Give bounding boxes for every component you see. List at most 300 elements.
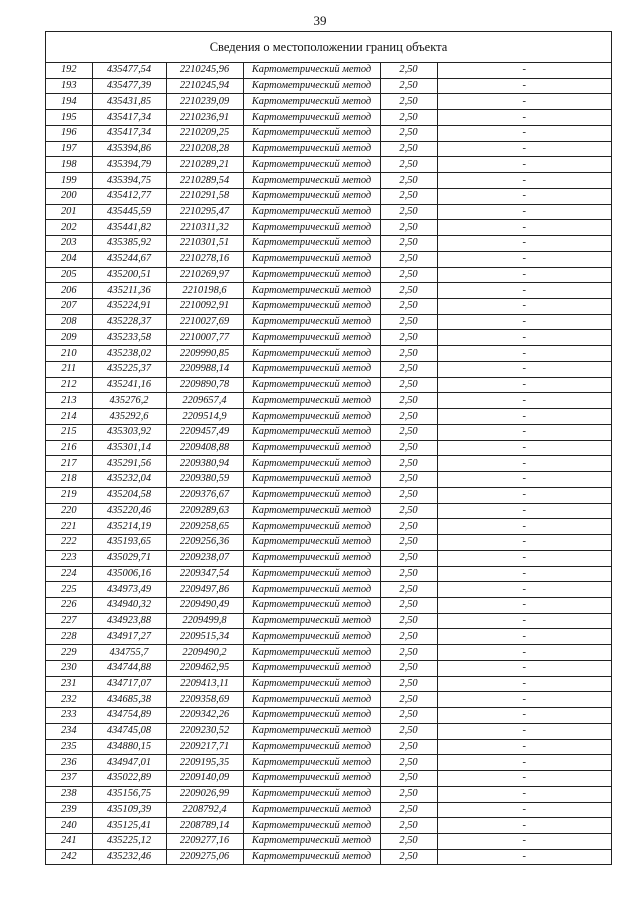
note-cell: -	[437, 204, 611, 220]
table-row	[46, 267, 611, 283]
x-coordinate-cell: 434940,32	[92, 597, 166, 613]
accuracy-cell: 2,50	[380, 676, 437, 692]
note-cell: -	[437, 472, 611, 488]
point-number-cell: 235	[46, 739, 92, 755]
y-coordinate-cell: 2209195,35	[166, 755, 243, 771]
y-coordinate-cell: 2210311,32	[166, 220, 243, 236]
method-cell: Картометрический метод	[243, 110, 380, 126]
note-cell: -	[437, 566, 611, 582]
point-number-cell: 225	[46, 582, 92, 598]
table-row	[46, 613, 611, 629]
accuracy-cell: 2,50	[380, 424, 437, 440]
method-cell: Картометрический метод	[243, 157, 380, 173]
method-cell: Картометрический метод	[243, 456, 380, 472]
note-cell: -	[437, 786, 611, 802]
x-coordinate-cell: 435417,34	[92, 125, 166, 141]
x-coordinate-cell: 434717,07	[92, 676, 166, 692]
y-coordinate-cell: 2210291,58	[166, 188, 243, 204]
point-number-cell: 227	[46, 613, 92, 629]
x-coordinate-cell: 435412,77	[92, 188, 166, 204]
note-cell: -	[437, 393, 611, 409]
y-coordinate-cell: 2209408,88	[166, 440, 243, 456]
x-coordinate-cell: 435156,75	[92, 786, 166, 802]
point-number-cell: 215	[46, 424, 92, 440]
table-row	[46, 236, 611, 252]
table-row	[46, 833, 611, 849]
accuracy-cell: 2,50	[380, 251, 437, 267]
y-coordinate-cell: 2210198,6	[166, 283, 243, 299]
y-coordinate-cell: 2209988,14	[166, 361, 243, 377]
note-cell: -	[437, 535, 611, 551]
accuracy-cell: 2,50	[380, 487, 437, 503]
point-number-cell: 216	[46, 440, 92, 456]
accuracy-cell: 2,50	[380, 393, 437, 409]
x-coordinate-cell: 435241,16	[92, 377, 166, 393]
point-number-cell: 204	[46, 251, 92, 267]
x-coordinate-cell: 435214,19	[92, 519, 166, 535]
y-coordinate-cell: 2209289,63	[166, 503, 243, 519]
x-coordinate-cell: 435394,86	[92, 141, 166, 157]
table-row	[46, 566, 611, 582]
method-cell: Картометрический метод	[243, 755, 380, 771]
method-cell: Картометрический метод	[243, 802, 380, 818]
note-cell: -	[437, 739, 611, 755]
accuracy-cell: 2,50	[380, 582, 437, 598]
y-coordinate-cell: 2209258,65	[166, 519, 243, 535]
note-cell: -	[437, 440, 611, 456]
note-cell: -	[437, 708, 611, 724]
accuracy-cell: 2,50	[380, 330, 437, 346]
method-cell: Картометрический метод	[243, 692, 380, 708]
point-number-cell: 232	[46, 692, 92, 708]
accuracy-cell: 2,50	[380, 519, 437, 535]
x-coordinate-cell: 435394,75	[92, 173, 166, 189]
accuracy-cell: 2,50	[380, 125, 437, 141]
x-coordinate-cell: 435232,04	[92, 472, 166, 488]
y-coordinate-cell: 2209514,9	[166, 409, 243, 425]
accuracy-cell: 2,50	[380, 110, 437, 126]
y-coordinate-cell: 2210301,51	[166, 236, 243, 252]
method-cell: Картометрический метод	[243, 409, 380, 425]
accuracy-cell: 2,50	[380, 786, 437, 802]
y-coordinate-cell: 2209457,49	[166, 424, 243, 440]
accuracy-cell: 2,50	[380, 78, 437, 94]
method-cell: Картометрический метод	[243, 330, 380, 346]
y-coordinate-cell: 2210092,91	[166, 299, 243, 315]
accuracy-cell: 2,50	[380, 723, 437, 739]
table-row	[46, 314, 611, 330]
table-row	[46, 393, 611, 409]
note-cell: -	[437, 157, 611, 173]
method-cell: Картометрический метод	[243, 267, 380, 283]
note-cell: -	[437, 723, 611, 739]
x-coordinate-cell: 435477,54	[92, 63, 166, 78]
coordinates-table	[46, 63, 611, 864]
method-cell: Картометрический метод	[243, 771, 380, 787]
page-number: 39	[313, 13, 327, 28]
x-coordinate-cell: 435431,85	[92, 94, 166, 110]
accuracy-cell: 2,50	[380, 660, 437, 676]
table-row	[46, 629, 611, 645]
x-coordinate-cell: 435233,58	[92, 330, 166, 346]
point-number-cell: 234	[46, 723, 92, 739]
point-number-cell: 209	[46, 330, 92, 346]
point-number-cell: 196	[46, 125, 92, 141]
note-cell: -	[437, 582, 611, 598]
x-coordinate-cell: 435228,37	[92, 314, 166, 330]
note-cell: -	[437, 503, 611, 519]
table-row	[46, 283, 611, 299]
y-coordinate-cell: 2209990,85	[166, 346, 243, 362]
table-row	[46, 582, 611, 598]
x-coordinate-cell: 435477,39	[92, 78, 166, 94]
point-number-cell: 207	[46, 299, 92, 315]
table-row	[46, 786, 611, 802]
method-cell: Картометрический метод	[243, 503, 380, 519]
table-row	[46, 487, 611, 503]
method-cell: Картометрический метод	[243, 487, 380, 503]
point-number-cell: 236	[46, 755, 92, 771]
point-number-cell: 242	[46, 849, 92, 864]
accuracy-cell: 2,50	[380, 802, 437, 818]
x-coordinate-cell: 435441,82	[92, 220, 166, 236]
x-coordinate-cell: 435200,51	[92, 267, 166, 283]
method-cell: Картометрический метод	[243, 786, 380, 802]
y-coordinate-cell: 2210289,54	[166, 173, 243, 189]
x-coordinate-cell: 435303,92	[92, 424, 166, 440]
accuracy-cell: 2,50	[380, 739, 437, 755]
y-coordinate-cell: 2209657,4	[166, 393, 243, 409]
method-cell: Картометрический метод	[243, 94, 380, 110]
accuracy-cell: 2,50	[380, 645, 437, 661]
accuracy-cell: 2,50	[380, 566, 437, 582]
x-coordinate-cell: 435204,58	[92, 487, 166, 503]
accuracy-cell: 2,50	[380, 597, 437, 613]
point-number-cell: 218	[46, 472, 92, 488]
note-cell: -	[437, 456, 611, 472]
method-cell: Картометрический метод	[243, 283, 380, 299]
method-cell: Картометрический метод	[243, 424, 380, 440]
point-number-cell: 219	[46, 487, 92, 503]
point-number-cell: 223	[46, 550, 92, 566]
method-cell: Картометрический метод	[243, 472, 380, 488]
method-cell: Картометрический метод	[243, 346, 380, 362]
point-number-cell: 241	[46, 833, 92, 849]
y-coordinate-cell: 2209380,94	[166, 456, 243, 472]
x-coordinate-cell: 434923,88	[92, 613, 166, 629]
accuracy-cell: 2,50	[380, 456, 437, 472]
x-coordinate-cell: 435445,59	[92, 204, 166, 220]
table-row	[46, 660, 611, 676]
note-cell: -	[437, 361, 611, 377]
point-number-cell: 202	[46, 220, 92, 236]
accuracy-cell: 2,50	[380, 314, 437, 330]
method-cell: Картометрический метод	[243, 188, 380, 204]
note-cell: -	[437, 63, 611, 78]
y-coordinate-cell: 2208792,4	[166, 802, 243, 818]
table-row	[46, 849, 611, 864]
accuracy-cell: 2,50	[380, 613, 437, 629]
note-cell: -	[437, 267, 611, 283]
method-cell: Картометрический метод	[243, 173, 380, 189]
y-coordinate-cell: 2209413,11	[166, 676, 243, 692]
x-coordinate-cell: 435244,67	[92, 251, 166, 267]
note-cell: -	[437, 613, 611, 629]
y-coordinate-cell: 2210245,96	[166, 63, 243, 78]
x-coordinate-cell: 434917,27	[92, 629, 166, 645]
table-row	[46, 78, 611, 94]
note-cell: -	[437, 676, 611, 692]
x-coordinate-cell: 434745,08	[92, 723, 166, 739]
y-coordinate-cell: 2210208,28	[166, 141, 243, 157]
y-coordinate-cell: 2209275,06	[166, 849, 243, 864]
x-coordinate-cell: 434755,7	[92, 645, 166, 661]
accuracy-cell: 2,50	[380, 220, 437, 236]
note-cell: -	[437, 409, 611, 425]
x-coordinate-cell: 435006,16	[92, 566, 166, 582]
y-coordinate-cell: 2209140,09	[166, 771, 243, 787]
method-cell: Картометрический метод	[243, 440, 380, 456]
accuracy-cell: 2,50	[380, 440, 437, 456]
y-coordinate-cell: 2210236,91	[166, 110, 243, 126]
x-coordinate-cell: 435292,6	[92, 409, 166, 425]
y-coordinate-cell: 2209376,67	[166, 487, 243, 503]
note-cell: -	[437, 236, 611, 252]
accuracy-cell: 2,50	[380, 361, 437, 377]
x-coordinate-cell: 435394,79	[92, 157, 166, 173]
x-coordinate-cell: 435224,91	[92, 299, 166, 315]
note-cell: -	[437, 188, 611, 204]
note-cell: -	[437, 597, 611, 613]
note-cell: -	[437, 645, 611, 661]
note-cell: -	[437, 141, 611, 157]
y-coordinate-cell: 2209515,34	[166, 629, 243, 645]
y-coordinate-cell: 2210027,69	[166, 314, 243, 330]
accuracy-cell: 2,50	[380, 692, 437, 708]
accuracy-cell: 2,50	[380, 708, 437, 724]
x-coordinate-cell: 435238,02	[92, 346, 166, 362]
x-coordinate-cell: 435276,2	[92, 393, 166, 409]
note-cell: -	[437, 346, 611, 362]
point-number-cell: 210	[46, 346, 92, 362]
table-row	[46, 818, 611, 834]
method-cell: Картометрический метод	[243, 566, 380, 582]
point-number-cell: 203	[46, 236, 92, 252]
accuracy-cell: 2,50	[380, 173, 437, 189]
method-cell: Картометрический метод	[243, 708, 380, 724]
point-number-cell: 221	[46, 519, 92, 535]
table-row	[46, 251, 611, 267]
method-cell: Картометрический метод	[243, 849, 380, 864]
method-cell: Картометрический метод	[243, 236, 380, 252]
table-row	[46, 723, 611, 739]
point-number-cell: 237	[46, 771, 92, 787]
note-cell: -	[437, 849, 611, 864]
note-cell: -	[437, 833, 611, 849]
table-row	[46, 63, 611, 78]
x-coordinate-cell: 435193,65	[92, 535, 166, 551]
method-cell: Картометрический метод	[243, 377, 380, 393]
accuracy-cell: 2,50	[380, 535, 437, 551]
method-cell: Картометрический метод	[243, 645, 380, 661]
y-coordinate-cell: 2209358,69	[166, 692, 243, 708]
method-cell: Картометрический метод	[243, 251, 380, 267]
point-number-cell: 229	[46, 645, 92, 661]
accuracy-cell: 2,50	[380, 236, 437, 252]
accuracy-cell: 2,50	[380, 833, 437, 849]
point-number-cell: 208	[46, 314, 92, 330]
x-coordinate-cell: 435022,89	[92, 771, 166, 787]
y-coordinate-cell: 2209490,49	[166, 597, 243, 613]
note-cell: -	[437, 220, 611, 236]
coordinates-table-body	[46, 63, 611, 864]
table-row	[46, 346, 611, 362]
accuracy-cell: 2,50	[380, 157, 437, 173]
x-coordinate-cell: 435417,34	[92, 110, 166, 126]
accuracy-cell: 2,50	[380, 267, 437, 283]
point-number-cell: 240	[46, 818, 92, 834]
x-coordinate-cell: 434685,38	[92, 692, 166, 708]
point-number-cell: 213	[46, 393, 92, 409]
table-row	[46, 456, 611, 472]
x-coordinate-cell: 434754,89	[92, 708, 166, 724]
method-cell: Картометрический метод	[243, 597, 380, 613]
point-number-cell: 206	[46, 283, 92, 299]
note-cell: -	[437, 173, 611, 189]
table-row	[46, 361, 611, 377]
point-number-cell: 226	[46, 597, 92, 613]
y-coordinate-cell: 2209497,86	[166, 582, 243, 598]
x-coordinate-cell: 435385,92	[92, 236, 166, 252]
method-cell: Картометрический метод	[243, 204, 380, 220]
point-number-cell: 199	[46, 173, 92, 189]
point-number-cell: 228	[46, 629, 92, 645]
table-row	[46, 409, 611, 425]
accuracy-cell: 2,50	[380, 188, 437, 204]
accuracy-cell: 2,50	[380, 503, 437, 519]
table-row	[46, 440, 611, 456]
point-number-cell: 222	[46, 535, 92, 551]
table-row	[46, 535, 611, 551]
point-number-cell: 231	[46, 676, 92, 692]
table-row	[46, 771, 611, 787]
table-row	[46, 472, 611, 488]
note-cell: -	[437, 629, 611, 645]
y-coordinate-cell: 2210245,94	[166, 78, 243, 94]
table-heading: Сведения о местоположении границ объекта	[46, 32, 611, 63]
method-cell: Картометрический метод	[243, 613, 380, 629]
accuracy-cell: 2,50	[380, 818, 437, 834]
table-row	[46, 424, 611, 440]
method-cell: Картометрический метод	[243, 220, 380, 236]
accuracy-cell: 2,50	[380, 849, 437, 864]
table-row	[46, 125, 611, 141]
table-row	[46, 708, 611, 724]
method-cell: Картометрический метод	[243, 314, 380, 330]
y-coordinate-cell: 2209238,07	[166, 550, 243, 566]
accuracy-cell: 2,50	[380, 472, 437, 488]
method-cell: Картометрический метод	[243, 78, 380, 94]
note-cell: -	[437, 299, 611, 315]
table-row	[46, 188, 611, 204]
x-coordinate-cell: 434973,49	[92, 582, 166, 598]
point-number-cell: 193	[46, 78, 92, 94]
method-cell: Картометрический метод	[243, 519, 380, 535]
table-row	[46, 110, 611, 126]
point-number-cell: 220	[46, 503, 92, 519]
table-row	[46, 204, 611, 220]
point-number-cell: 195	[46, 110, 92, 126]
y-coordinate-cell: 2209499,8	[166, 613, 243, 629]
note-cell: -	[437, 771, 611, 787]
table-row	[46, 173, 611, 189]
point-number-cell: 230	[46, 660, 92, 676]
point-number-cell: 201	[46, 204, 92, 220]
method-cell: Картометрический метод	[243, 361, 380, 377]
y-coordinate-cell: 2210209,25	[166, 125, 243, 141]
y-coordinate-cell: 2210278,16	[166, 251, 243, 267]
accuracy-cell: 2,50	[380, 771, 437, 787]
accuracy-cell: 2,50	[380, 204, 437, 220]
y-coordinate-cell: 2209490,2	[166, 645, 243, 661]
table-row	[46, 157, 611, 173]
method-cell: Картометрический метод	[243, 299, 380, 315]
accuracy-cell: 2,50	[380, 755, 437, 771]
x-coordinate-cell: 435225,37	[92, 361, 166, 377]
point-number-cell: 214	[46, 409, 92, 425]
table-row	[46, 692, 611, 708]
accuracy-cell: 2,50	[380, 346, 437, 362]
accuracy-cell: 2,50	[380, 63, 437, 78]
method-cell: Картометрический метод	[243, 582, 380, 598]
method-cell: Картометрический метод	[243, 535, 380, 551]
method-cell: Картометрический метод	[243, 833, 380, 849]
y-coordinate-cell: 2209342,26	[166, 708, 243, 724]
method-cell: Картометрический метод	[243, 63, 380, 78]
table-row	[46, 755, 611, 771]
accuracy-cell: 2,50	[380, 299, 437, 315]
table-row	[46, 550, 611, 566]
accuracy-cell: 2,50	[380, 550, 437, 566]
y-coordinate-cell: 2209347,54	[166, 566, 243, 582]
y-coordinate-cell: 2210295,47	[166, 204, 243, 220]
method-cell: Картометрический метод	[243, 125, 380, 141]
table-row	[46, 676, 611, 692]
method-cell: Картометрический метод	[243, 723, 380, 739]
note-cell: -	[437, 110, 611, 126]
accuracy-cell: 2,50	[380, 629, 437, 645]
x-coordinate-cell: 435211,36	[92, 283, 166, 299]
note-cell: -	[437, 550, 611, 566]
table-row	[46, 802, 611, 818]
table-row	[46, 330, 611, 346]
note-cell: -	[437, 802, 611, 818]
note-cell: -	[437, 519, 611, 535]
note-cell: -	[437, 377, 611, 393]
y-coordinate-cell: 2209380,59	[166, 472, 243, 488]
note-cell: -	[437, 660, 611, 676]
note-cell: -	[437, 330, 611, 346]
x-coordinate-cell: 435301,14	[92, 440, 166, 456]
x-coordinate-cell: 435225,12	[92, 833, 166, 849]
accuracy-cell: 2,50	[380, 94, 437, 110]
y-coordinate-cell: 2209256,36	[166, 535, 243, 551]
note-cell: -	[437, 755, 611, 771]
table-row	[46, 503, 611, 519]
point-number-cell: 217	[46, 456, 92, 472]
x-coordinate-cell: 434744,88	[92, 660, 166, 676]
table-row	[46, 519, 611, 535]
